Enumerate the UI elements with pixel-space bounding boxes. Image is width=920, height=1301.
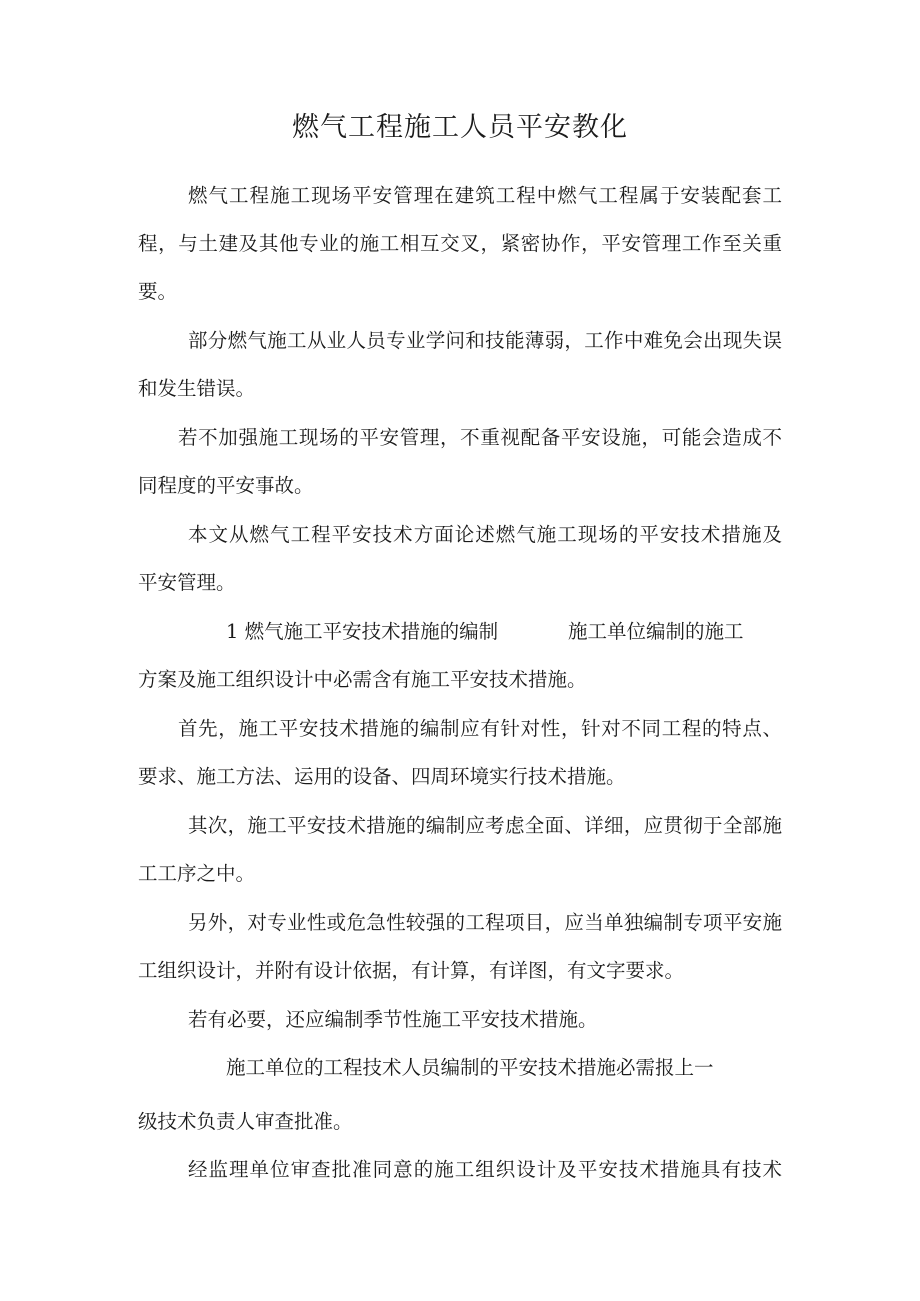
paragraph-line: 燃气工程施工现场平安管理在建筑工程中燃气工程属于安装配套工 bbox=[188, 184, 782, 207]
paragraph-line: 要求、施工方法、运用的设备、四周环境实行技术措施。 bbox=[138, 765, 626, 788]
paragraph-line: 若有必要，还应编制季节性施工平安技术措施。 bbox=[188, 1008, 598, 1031]
paragraph-line: 若不加强施工现场的平安管理，不重视配备平安设施，可能会造成不 bbox=[178, 426, 782, 449]
section-heading: 1 燃气施工平安技术措施的编制 bbox=[226, 620, 499, 643]
paragraph-line: 同程度的平安事故。 bbox=[138, 474, 314, 497]
paragraph-line: 施工单位的工程技术人员编制的平安技术措施必需报上一 bbox=[226, 1056, 714, 1079]
paragraph-line: 其次，施工平安技术措施的编制应考虑全面、详细，应贯彻于全部施 bbox=[188, 814, 782, 837]
paragraph-line: 工工序之中。 bbox=[138, 862, 256, 885]
paragraph-line: 级技术负责人审查批准。 bbox=[138, 1110, 353, 1133]
paragraph-line: 平安管理。 bbox=[138, 571, 236, 594]
paragraph-line: 程，与土建及其他专业的施工相互交叉，紧密协作，平安管理工作至关重 bbox=[138, 232, 782, 255]
paragraph-line: 部分燃气施工从业人员专业学问和技能薄弱，工作中难免会出现失误 bbox=[188, 329, 782, 352]
paragraph-line: 和发生错误。 bbox=[138, 377, 256, 400]
paragraph-line: 方案及施工组织设计中必需含有施工平安技术措施。 bbox=[138, 668, 587, 691]
paragraph-line: 首先，施工平安技术措施的编制应有针对性，针对不同工程的特点、 bbox=[178, 717, 782, 740]
paragraph-line: 本文从燃气工程平安技术方面论述燃气施工现场的平安技术措施及 bbox=[188, 523, 782, 546]
paragraph-line: 另外，对专业性或危急性较强的工程项目，应当单独编制专项平安施 bbox=[188, 911, 782, 934]
document-title: 燃气工程施工人员平安教化 bbox=[292, 112, 628, 143]
paragraph-line: 工组织设计，并附有设计依据，有计算，有详图，有文字要求。 bbox=[138, 959, 685, 982]
paragraph-line: 经监理单位审查批准同意的施工组织设计及平安技术措施具有技术 bbox=[188, 1158, 782, 1181]
section-heading-continuation: 施工单位编制的施工 bbox=[568, 620, 744, 643]
paragraph-line: 要。 bbox=[138, 280, 178, 303]
